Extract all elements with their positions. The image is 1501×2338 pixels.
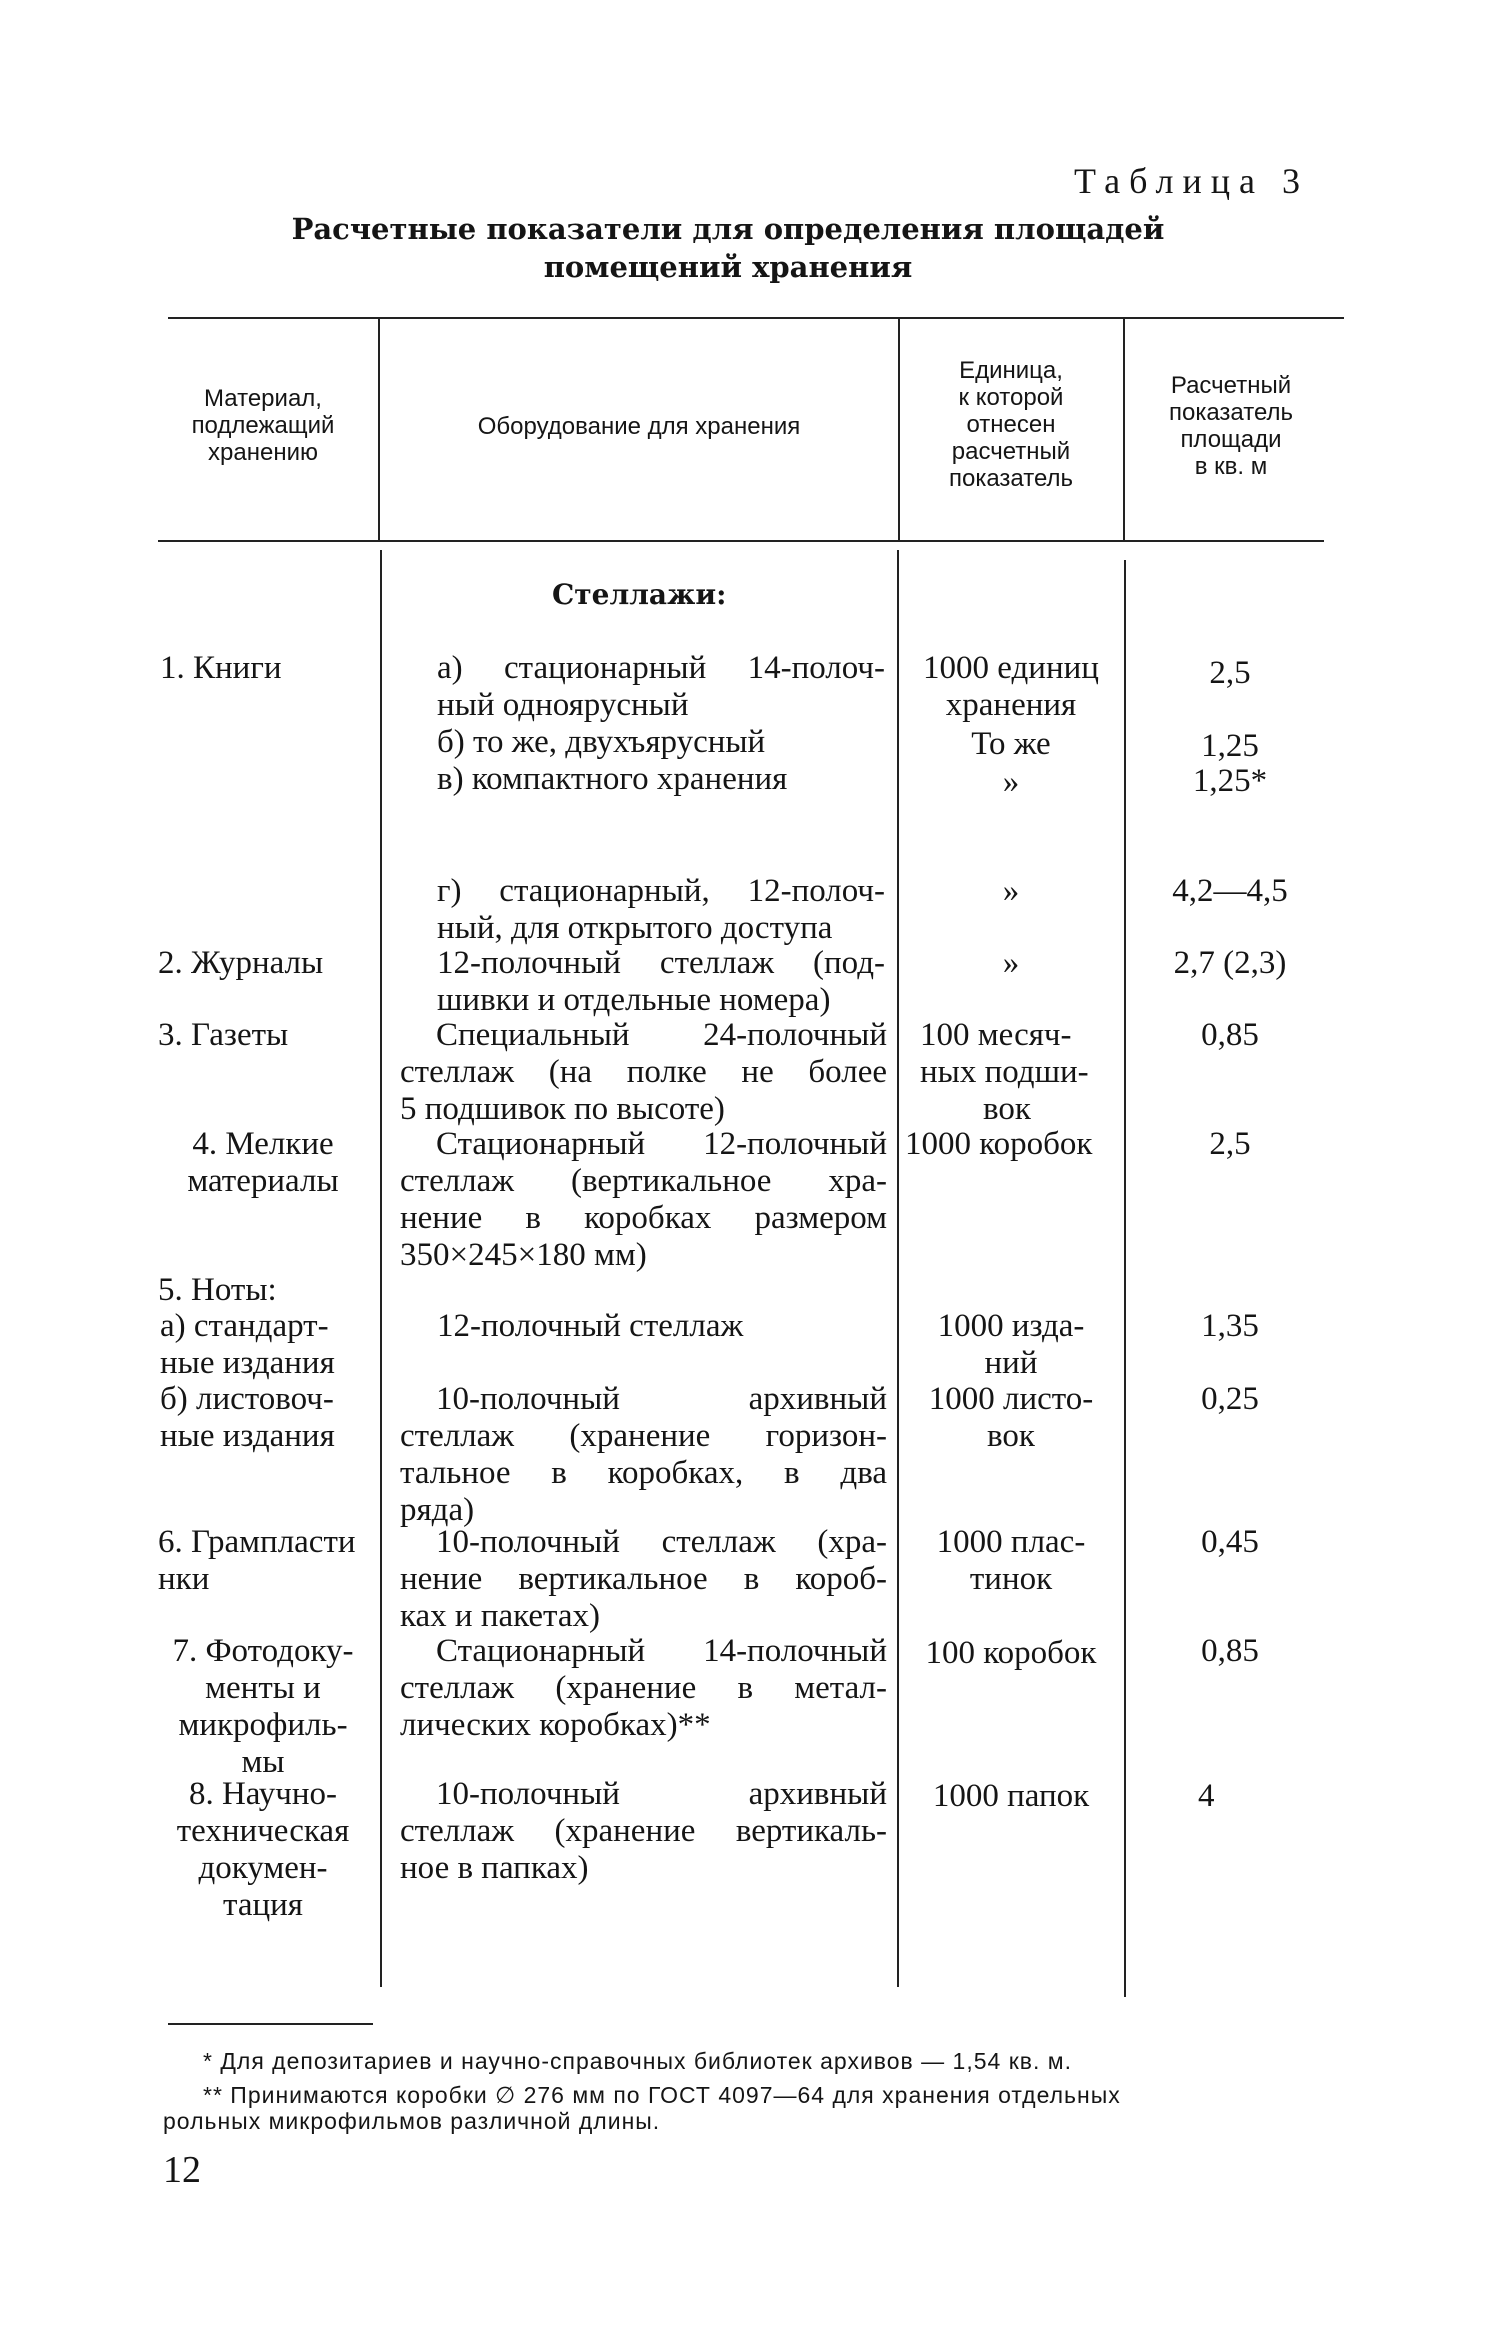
row-journals-equipment: 12-полочный стеллаж (под- шивки и отдельные номера) — [437, 945, 885, 1018]
row-standard-editions-equipment: 12-полочный стеллаж — [437, 1308, 744, 1344]
footnote-2: ** Принимаются коробки ∅ 276 мм по ГОСТ 4097—64 для хранения отдельных — [203, 2082, 1121, 2108]
row-books-b-value: 1,25 — [1201, 728, 1259, 764]
row-sheet-music-material: 5. Ноты: — [158, 1272, 277, 1308]
row-photo-documents-unit: 100 коробок — [925, 1635, 1097, 1671]
row-photo-documents-equipment: Стационарный 14-полочный стеллаж (хранение в метал- лических коробках)** — [400, 1633, 887, 1743]
header-material: Материал, подлежащий хранению — [191, 385, 335, 466]
row-sheet-editions-unit: 1000 листо- вок — [928, 1381, 1094, 1454]
row-records-unit: 1000 плас- тинок — [936, 1524, 1086, 1597]
row-technical-documentation-unit: 1000 папок — [932, 1778, 1090, 1814]
row-books-b-unit: То же — [971, 726, 1051, 762]
footnote-2-continuation: рольных микрофильмов различной длины. — [163, 2108, 661, 2134]
table-number-label: Таблица 3 — [1074, 161, 1309, 201]
row-newspapers-material: 3. Газеты — [158, 1017, 289, 1053]
row-records-equipment: 10-полочный стеллаж (хра- нение вертикальное в короб- ках и пакетах) — [400, 1524, 887, 1634]
row-journals-value: 2,7 (2,3) — [1173, 945, 1287, 981]
row-books-c-unit: » — [1002, 764, 1020, 800]
row-journals-material: 2. Журналы — [158, 945, 324, 981]
header-divider-3 — [1123, 317, 1125, 540]
table-top-rule — [168, 317, 1344, 319]
row-books-b-equipment: б) то же, двухъярусный — [437, 724, 766, 760]
section-title-racks: Стеллажи: — [552, 578, 727, 611]
header-divider-1 — [378, 317, 380, 540]
table-title-line-2: помещений хранения — [543, 250, 913, 284]
row-sheet-editions-equipment: 10-полочный архивный стеллаж (хранение горизон- тальное в коробках, в два ряда) — [400, 1381, 887, 1528]
row-small-materials-unit: 1000 коробок — [905, 1126, 1093, 1162]
row-journals-unit: » — [1002, 945, 1020, 981]
row-technical-documentation-value: 4 — [1198, 1778, 1215, 1814]
row-records-value: 0,45 — [1201, 1524, 1259, 1560]
footnote-1: * Для депозитариев и научно-справочных библиотек архивов — 1,54 кв. м. — [203, 2048, 1072, 2074]
row-books-value: 2,5 — [1209, 655, 1251, 691]
body-divider-2 — [897, 550, 899, 1987]
row-standard-editions-unit: 1000 изда- ний — [937, 1308, 1085, 1381]
body-divider-1 — [380, 550, 382, 1987]
row-standard-editions-value: 1,35 — [1201, 1308, 1259, 1344]
table-title-line-1: Расчетные показатели для определения площадей — [291, 212, 1165, 246]
row-books-equipment: а) стационарный 14-полоч- ный одноярусный — [437, 650, 885, 723]
row-books-material: 1. Книги — [160, 650, 282, 686]
row-photo-documents-material: 7. Фотодоку- менты и микрофиль- мы — [172, 1633, 354, 1780]
row-books-c-value: 1,25* — [1192, 763, 1268, 799]
row-small-materials-value: 2,5 — [1209, 1126, 1251, 1162]
row-books-c-equipment: в) компактного хранения — [437, 761, 788, 797]
row-newspapers-value: 0,85 — [1201, 1017, 1259, 1053]
page-number: 12 — [163, 2149, 201, 2191]
row-small-materials-equipment: Стационарный 12-полочный стеллаж (вертикальное хра- нение в коробках размером 350×245×180 мм) — [400, 1126, 887, 1273]
row-books-d-value: 4,2—4,5 — [1172, 873, 1288, 909]
footnote-separator — [168, 2023, 373, 2025]
row-technical-documentation-material: 8. Научно- техническая докумен- тация — [176, 1776, 350, 1923]
header-indicator: Расчетный показатель площади в кв. м — [1168, 372, 1294, 480]
row-books-d-unit: » — [1002, 873, 1020, 909]
row-small-materials-material: 4. Мелкие материалы — [187, 1126, 339, 1199]
row-newspapers-unit: 100 месяч- ных подши- вок — [920, 1017, 1089, 1127]
row-books-unit: 1000 единиц хранения — [923, 650, 1099, 723]
row-photo-documents-value: 0,85 — [1201, 1633, 1259, 1669]
header-unit: Единица, к которой отнесен расчетный показатель — [948, 357, 1074, 492]
row-standard-editions-material: а) стандарт- ные издания — [160, 1308, 335, 1381]
row-records-material: 6. Грампластинки — [158, 1524, 356, 1597]
row-technical-documentation-equipment: 10-полочный архивный стеллаж (хранение вертикаль- ное в папках) — [400, 1776, 887, 1886]
header-bottom-rule — [158, 540, 1324, 542]
row-books-d-equipment: г) стационарный, 12-полоч- ный, для открытого доступа — [437, 873, 885, 946]
body-divider-3 — [1124, 560, 1126, 1997]
row-newspapers-equipment: Специальный 24-полочный стеллаж (на полке не более 5 подшивок по высоте) — [400, 1017, 887, 1127]
row-sheet-editions-value: 0,25 — [1201, 1381, 1259, 1417]
header-equipment: Оборудование для хранения — [477, 413, 801, 440]
row-sheet-editions-material: б) листовоч- ные издания — [160, 1381, 335, 1454]
